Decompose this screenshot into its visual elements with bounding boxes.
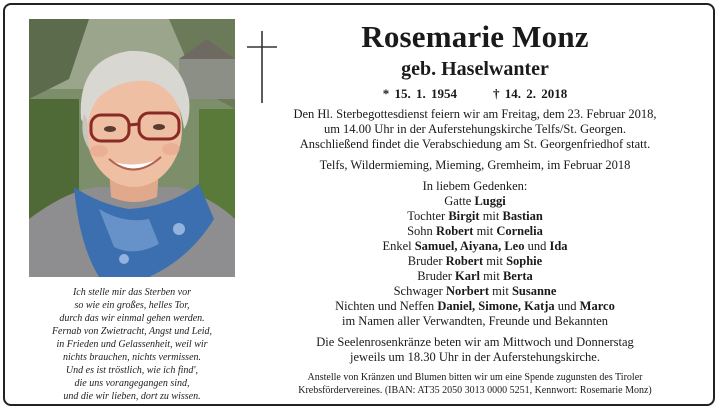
rosary-line: jeweils um 18.30 Uhr in der Auferstehungskirche. — [350, 350, 600, 364]
obituary-card — [3, 3, 715, 406]
service-line: Den Hl. Sterbegottesdienst feiern wir am Freitag, dem 23. Februar 2018, — [293, 107, 657, 121]
mourner-line: Bruder Robert mit Sophie — [407, 254, 543, 268]
deceased-name: Rosemarie Monz — [361, 19, 589, 54]
portrait-photo — [29, 19, 235, 277]
poem-line: durch das wir einmal gehen werden. — [59, 313, 205, 324]
notice-text — [260, 19, 690, 397]
rosary-line: Die Seelenrosenkränze beten wir am Mittwoch und Donnerstag — [316, 335, 634, 349]
service-info — [260, 107, 690, 152]
death-date: † 14. 2. 2018 — [493, 86, 568, 101]
life-dates — [260, 85, 690, 103]
memory-heading: In liebem Gedenken: — [422, 179, 528, 193]
rosary-info — [260, 335, 690, 365]
donation-note — [260, 371, 690, 397]
mourner-line: Enkel Samuel, Aiyana, Leo und Ida — [382, 239, 568, 253]
portrait-image — [29, 19, 235, 277]
relatives-line: im Namen aller Verwandten, Freunde und Bekannten — [341, 314, 608, 328]
poem-line: Und es ist tröstlich, wie ich find', — [65, 365, 199, 376]
poem-line: Ich stelle mir das Sterben vor — [72, 287, 192, 298]
service-line: um 14.00 Uhr in der Auferstehungskirche Telfs/St. Georgen. — [323, 122, 627, 136]
poem-line: nichts brauchen, nichts vermissen. — [62, 352, 202, 363]
poem-line: Fernab von Zwietracht, Angst und Leid, — [51, 326, 213, 337]
mourner-line: Gatte Luggi — [444, 194, 506, 208]
mourner-line: Schwager Norbert mit Susanne — [393, 284, 557, 298]
donation-line: Anstelle von Kränzen und Blumen bitten wir um eine Spende zugunsten des Tiroler — [307, 372, 643, 383]
donation-line: Krebsfördervereines. (IBAN: AT35 2050 3013 0000 5251, Kennwort: Rosemarie Monz) — [298, 385, 652, 396]
service-line: Anschließend findet die Verabschiedung am St. Georgenfriedhof statt. — [299, 137, 651, 151]
mourner-line: Nichten und Neffen Daniel, Simone, Katja und Marco — [335, 299, 615, 313]
poem-line: und die wir lieben, dort zu wissen. — [63, 391, 201, 402]
birth-date: * 15. 1. 1954 — [382, 86, 457, 101]
poem-line: so wie ein großes, helles Tor, — [74, 300, 190, 311]
mourner-line: Tochter Birgit mit Bastian — [407, 209, 543, 223]
place-date: Telfs, Wildermieming, Mieming, Gremheim, im Februar 2018 — [319, 158, 631, 172]
poem — [29, 286, 235, 403]
mourner-line: Bruder Karl mit Berta — [417, 269, 533, 283]
birth-name: geb. Haselwanter — [401, 58, 549, 80]
poem-line: die uns vorangegangen sind, — [74, 378, 190, 389]
poem-line: in Frieden und Gelassenheit, weil wir — [56, 339, 208, 350]
mourners-list — [260, 194, 690, 329]
mourner-line: Sohn Robert mit Cornelia — [407, 224, 543, 238]
